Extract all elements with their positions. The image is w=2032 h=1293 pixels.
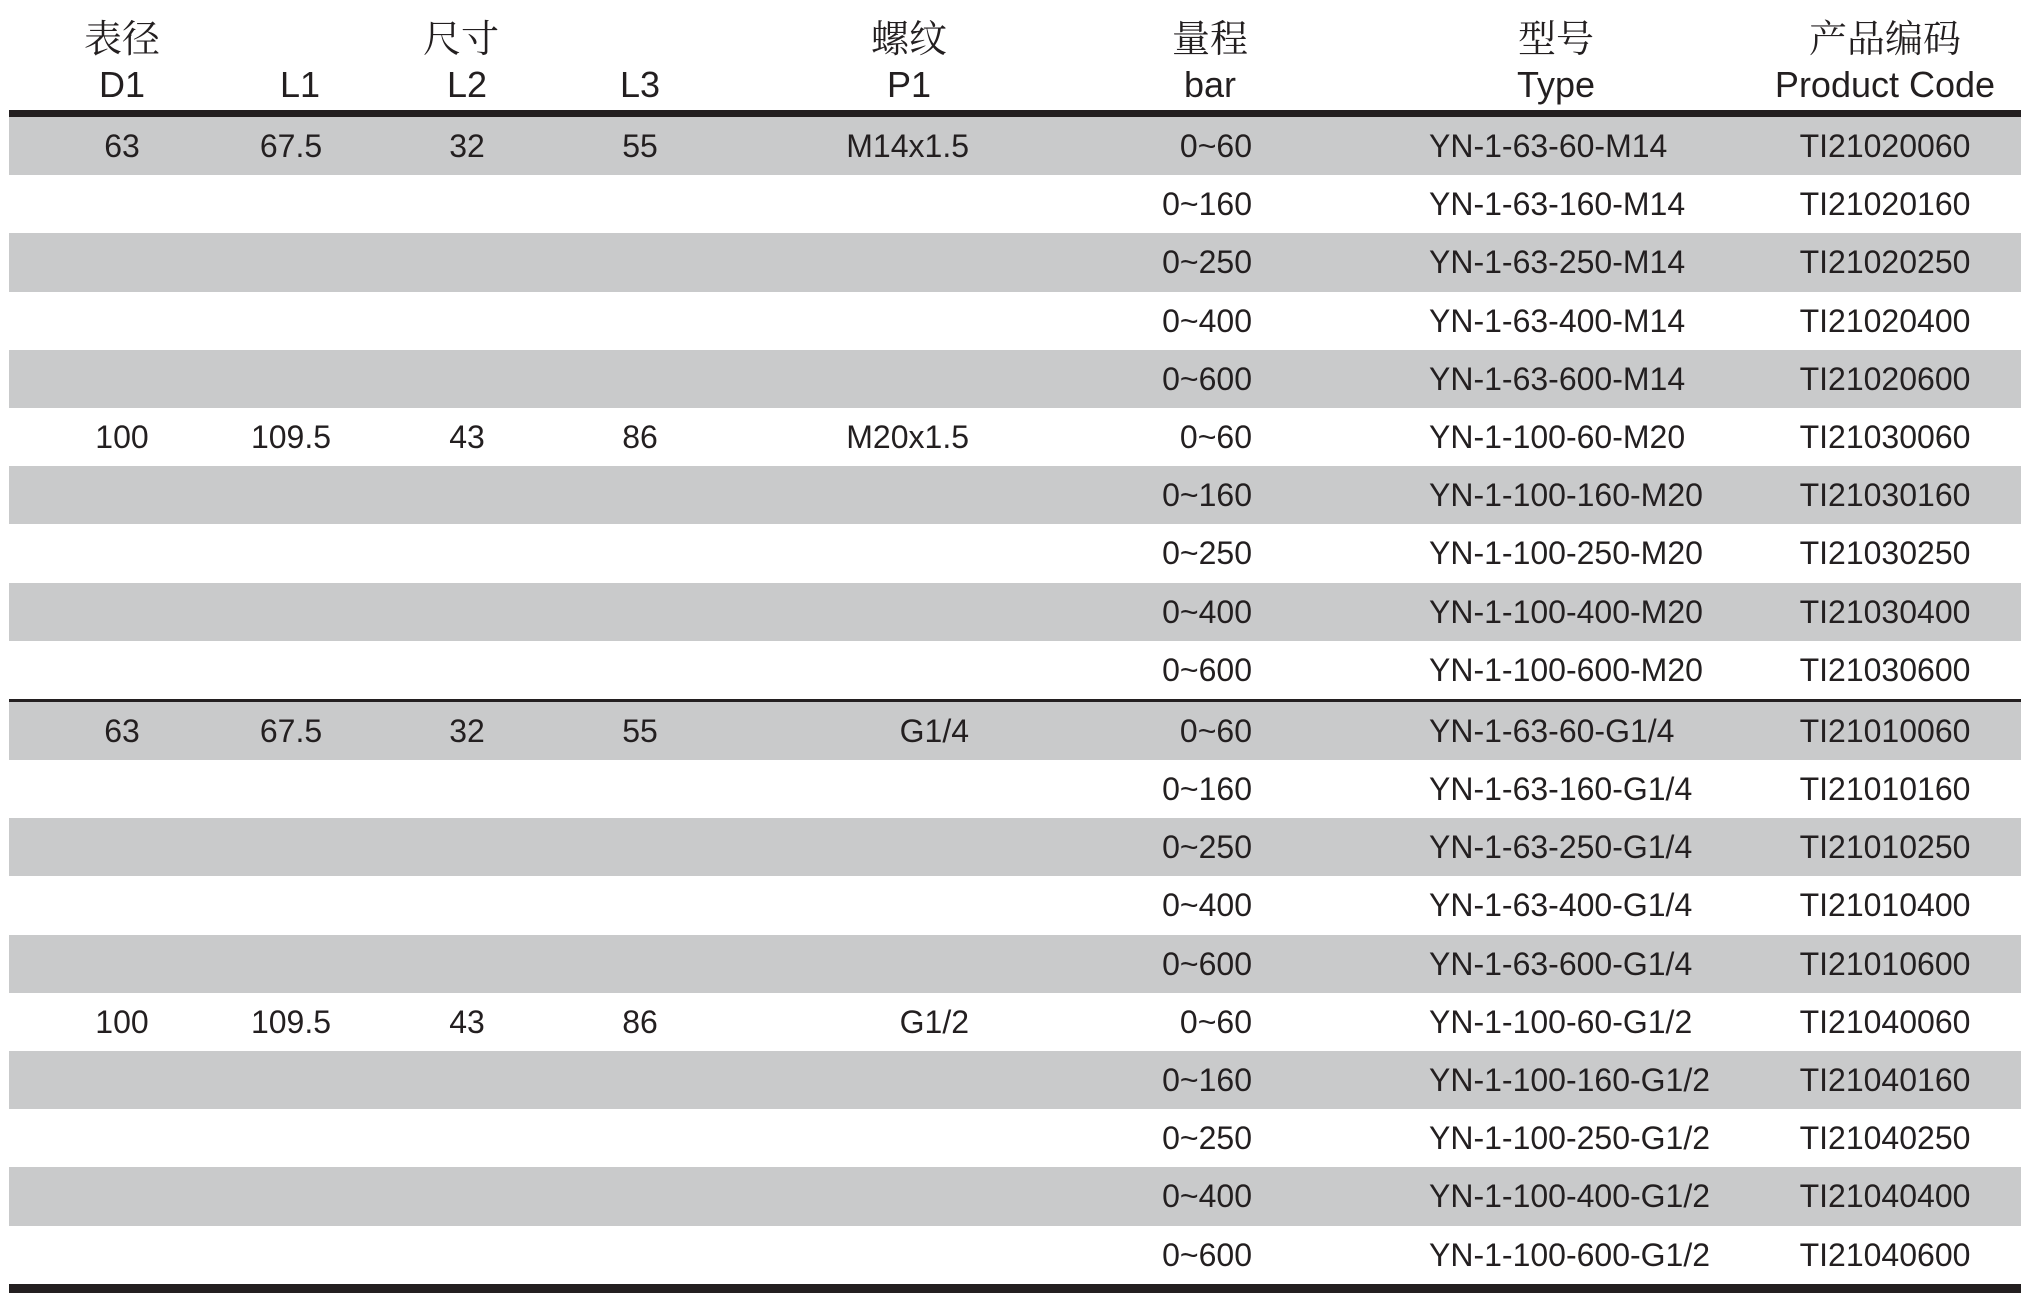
cell-code: TI21010250: [1799, 829, 1971, 866]
table-row: [9, 641, 2021, 699]
cell-range: 0~600: [1162, 651, 1252, 688]
table-body: [9, 117, 2021, 1284]
table-row: [9, 408, 2021, 466]
header-diameter-zh: 表径: [83, 19, 161, 61]
cell-p1: G1/4: [899, 712, 969, 749]
cell-l2: 43: [449, 1003, 485, 1040]
cell-type: YN-1-100-60-M20: [1429, 418, 1686, 455]
header-bar: bar: [1183, 64, 1237, 105]
cell-l3: 55: [622, 128, 658, 164]
cell-type: YN-1-63-250-G1/4: [1429, 829, 1693, 866]
cell-type: YN-1-100-250-G1/2: [1429, 1120, 1711, 1157]
table-row: [9, 292, 2021, 350]
product-spec-table: [9, 0, 2021, 1293]
cell-code: TI21040250: [1799, 1120, 1971, 1157]
cell-code: TI21040160: [1799, 1062, 1971, 1098]
cell-type: YN-1-63-400-G1/4: [1429, 887, 1693, 924]
table-row: [9, 1109, 2021, 1167]
cell-type: YN-1-100-600-M20: [1429, 651, 1703, 688]
cell-range: 0~160: [1162, 771, 1252, 808]
cell-type: YN-1-63-60-G1/4: [1429, 712, 1675, 749]
cell-type: YN-1-100-400-G1/2: [1429, 1178, 1711, 1215]
cell-range: 0~160: [1162, 186, 1252, 223]
cell-range: 0~600: [1162, 1236, 1252, 1273]
cell-type: YN-1-100-60-G1/2: [1429, 1003, 1693, 1040]
header-product-code: Product Code: [1774, 64, 1996, 105]
cell-range: 0~60: [1179, 1003, 1252, 1040]
cell-l1: 109.5: [250, 418, 332, 455]
cell-range: 0~160: [1162, 477, 1252, 514]
cell-p1: M14x1.5: [846, 128, 969, 164]
cell-range: 0~250: [1162, 829, 1252, 866]
header-type-zh: 型号: [1517, 19, 1595, 61]
table-row: [9, 876, 2021, 934]
header-l1: L1: [279, 64, 321, 105]
cell-type: YN-1-100-160-M20: [1429, 477, 1703, 514]
cell-range: 0~60: [1179, 712, 1252, 749]
cell-type: YN-1-100-600-G1/2: [1429, 1236, 1711, 1273]
cell-range: 0~400: [1162, 1178, 1252, 1215]
cell-code: TI21020060: [1799, 128, 1971, 164]
table-row: [9, 1167, 2021, 1225]
cell-range: 0~400: [1162, 302, 1252, 339]
header-d1: D1: [98, 64, 146, 105]
cell-code: TI21010600: [1799, 945, 1971, 982]
cell-l2: 32: [449, 128, 485, 164]
table-row: [9, 935, 2021, 993]
table-row: [9, 1226, 2021, 1284]
cell-code: TI21030400: [1799, 593, 1971, 630]
table-row: [9, 466, 2021, 524]
cell-type: YN-1-100-250-M20: [1429, 535, 1703, 572]
cell-code: TI21020250: [1799, 244, 1971, 281]
table-row: [9, 760, 2021, 818]
cell-type: YN-1-63-60-M14: [1429, 128, 1668, 164]
table-row: [9, 175, 2021, 233]
header-p1: P1: [886, 64, 932, 105]
cell-type: YN-1-63-600-M14: [1429, 360, 1686, 397]
cell-code: TI21020600: [1799, 360, 1971, 397]
header-thread-zh: 螺纹: [870, 19, 948, 61]
cell-code: TI21040060: [1799, 1003, 1971, 1040]
cell-range: 0~600: [1162, 360, 1252, 397]
cell-code: TI21030060: [1799, 418, 1971, 455]
cell-code: TI21040400: [1799, 1178, 1971, 1215]
cell-range: 0~400: [1162, 887, 1252, 924]
cell-code: TI21010060: [1799, 712, 1971, 749]
cell-type: YN-1-63-250-M14: [1429, 244, 1686, 281]
cell-code: TI21010400: [1799, 887, 1971, 924]
cell-type: YN-1-100-160-G1/2: [1429, 1062, 1711, 1098]
cell-l3: 86: [622, 418, 658, 455]
cell-p1: M20x1.5: [846, 418, 969, 455]
table-row: [9, 818, 2021, 876]
cell-code: TI21030600: [1799, 651, 1971, 688]
header-l3: L3: [619, 64, 661, 105]
table-row: [9, 233, 2021, 291]
header-row-chinese: [9, 0, 2021, 61]
cell-range: 0~160: [1162, 1062, 1252, 1098]
cell-type: YN-1-63-600-G1/4: [1429, 945, 1693, 982]
cell-code: TI21020160: [1799, 186, 1971, 223]
cell-code: TI21010160: [1799, 771, 1971, 808]
cell-l1: 67.5: [259, 712, 323, 749]
cell-type: YN-1-100-400-M20: [1429, 593, 1703, 630]
header-range-zh: 量程: [1171, 19, 1249, 61]
cell-range: 0~250: [1162, 1120, 1252, 1157]
cell-l2: 32: [449, 712, 485, 749]
cell-range: 0~60: [1179, 128, 1252, 164]
header-rule: [9, 110, 2021, 117]
cell-l1: 109.5: [250, 1003, 332, 1040]
cell-type: YN-1-63-160-M14: [1429, 186, 1686, 223]
cell-range: 0~250: [1162, 244, 1252, 281]
cell-range: 0~600: [1162, 945, 1252, 982]
cell-code: TI21040600: [1799, 1236, 1971, 1273]
table-row: [9, 524, 2021, 582]
cell-range: 0~250: [1162, 535, 1252, 572]
cell-d1: 100: [95, 418, 149, 455]
cell-range: 0~400: [1162, 593, 1252, 630]
cell-d1: 63: [104, 712, 140, 749]
table-row: [9, 583, 2021, 641]
header-type: Type: [1516, 64, 1596, 105]
table-row: [9, 1051, 2021, 1109]
cell-d1: 63: [104, 128, 140, 164]
cell-code: TI21030160: [1799, 477, 1971, 514]
table-row: [9, 350, 2021, 408]
cell-l2: 43: [449, 418, 485, 455]
table-row: [9, 117, 2021, 175]
header-row-english: [9, 56, 2021, 110]
cell-type: YN-1-63-400-M14: [1429, 302, 1686, 339]
table-row: [9, 993, 2021, 1051]
table-row: [9, 702, 2021, 760]
cell-code: TI21030250: [1799, 535, 1971, 572]
cell-l1: 67.5: [259, 128, 323, 164]
cell-l3: 55: [622, 712, 658, 749]
header-size-zh: 尺寸: [422, 19, 500, 61]
cell-code: TI21020400: [1799, 302, 1971, 339]
header-code-zh: 产品编码: [1808, 19, 1962, 61]
cell-d1: 100: [95, 1003, 149, 1040]
cell-range: 0~60: [1179, 418, 1252, 455]
cell-p1: G1/2: [899, 1003, 969, 1040]
header-l2: L2: [446, 64, 488, 105]
cell-type: YN-1-63-160-G1/4: [1429, 771, 1693, 808]
cell-l3: 86: [622, 1003, 658, 1040]
bottom-rule: [9, 1284, 2021, 1293]
